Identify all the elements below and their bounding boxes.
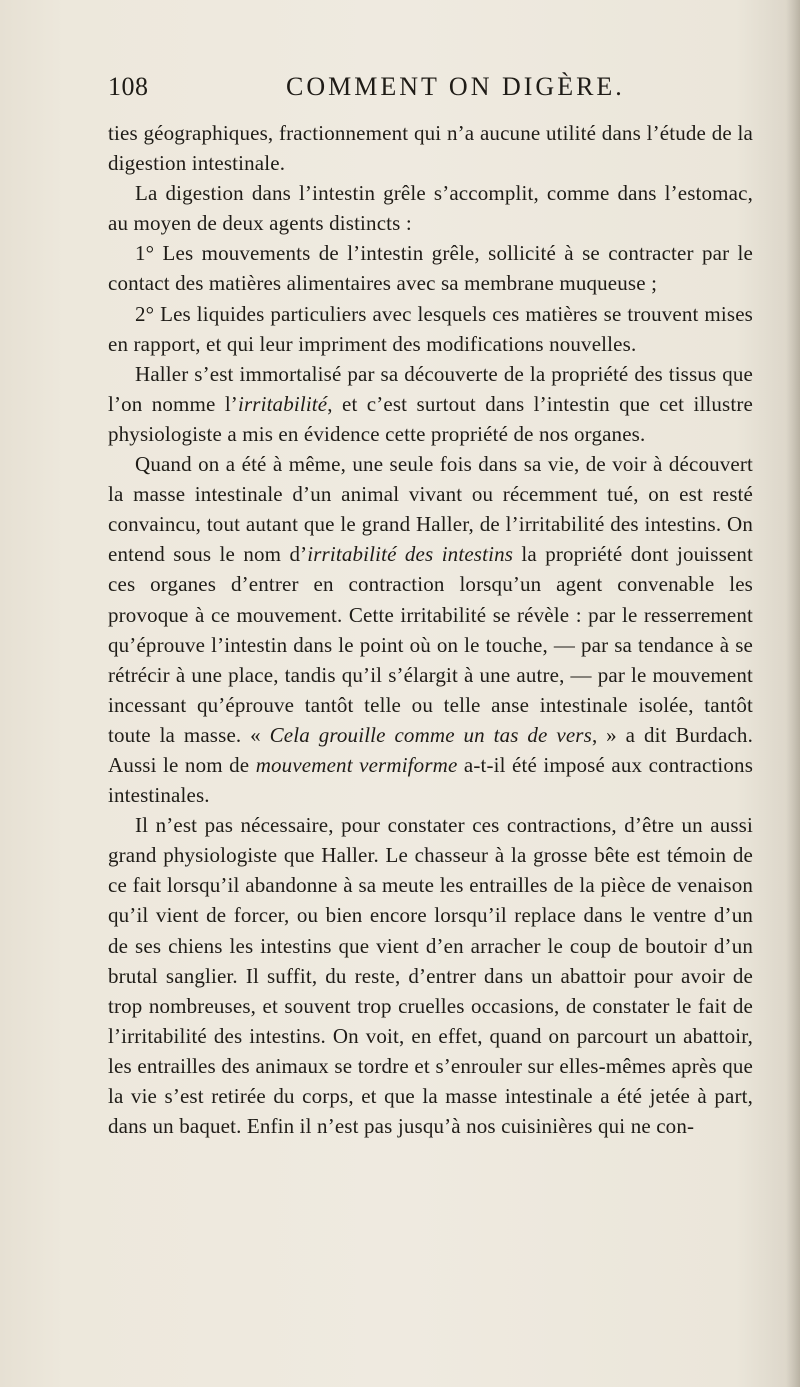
paragraph-7: Il n’est pas nécessaire, pour constater ces contractions, d’être un aussi grand physiologiste que Haller. Le chasseur à la grosse bête est témoin de ce fait lorsqu’il abandonne à sa meute les entrailles de la pièce de venaison qu’il vient de forcer, ou bien encore lorsqu’il replace dans le ventre d’un de ses chiens les intestins que vient d’en arracher le coup de boutoir d’un brutal sanglier. Il suffit, du reste, d’entrer dans un abattoir pour avoir de trop nombreuses, et souvent trop cruelles occasions, de constater le fait de l’irritabilité des intestins. On voit, en effet, quand on parcourt un abattoir, les entrailles des animaux se tordre et s’enrouler sur elles-mêmes après que la vie s’est retirée du corps, et que la masse intestinale a été jetée à part, dans un baquet. Enfin il n’est pas jusqu’à nos cuisinières qui ne con- [108, 813, 753, 1139]
page-number: 108 [108, 72, 149, 101]
paragraph-1: ties géographiques, fractionnement qui n’a aucune utilité dans l’étude de la digestion intestinale. [108, 121, 753, 176]
paragraph-6-italic-d: Cela grouille comme un tas de vers [269, 722, 592, 747]
page-edge-shadow [786, 0, 800, 1387]
paragraph-6 [108, 449, 753, 810]
paragraph-5-text-c: , et c’est surtout dans l’intestin que cet illustre physiologiste a mis en évidence cette propriété de nos organes. [108, 391, 753, 446]
paragraph-6-text-a: Quand on a été à même, une seule fois dans sa vie, de voir à découvert la masse intestinale d’un animal vivant ou récemment tué, on est resté convaincu, tout autant que le grand Haller, de l’irritabilité des intestins. On entend sous le nom d’ [108, 452, 753, 567]
paragraph-3: 1° Les mouvements de l’intestin grêle, sollicité à se contracter par le contact des matières alimentaires avec sa membrane muqueuse ; [108, 241, 753, 296]
paragraph-2: La digestion dans l’intestin grêle s’accomplit, comme dans l’estomac, au moyen de deux agents distincts : [108, 181, 753, 236]
paragraph-6-text-c: la propriété dont jouissent ces organes d’entrer en contraction lorsqu’un agent convenable les provoque à ce mouvement. Cette irritabilité se révèle : par le resserrement qu’éprouve l’intestin dans le point où on le touche, — par sa tendance à se rétrécir à une place, tandis qu’il s’élargit à une autre, — par le mouvement incessant qu’éprouve tantôt telle ou telle anse intestinale isolée, tantôt toute la masse. « [108, 542, 754, 747]
paragraph-6-italic-f: mouvement vermiforme [255, 752, 458, 777]
body-text [108, 118, 753, 1141]
paragraph-5-text-a: Haller s’est immortalisé par sa découverte de la propriété des tissus que l’on nomme l’ [108, 361, 753, 416]
paragraph-6-text-e: , » a dit Burdach. Aussi le nom de [108, 722, 753, 777]
paragraph-6-text-g: a-t-il été imposé aux contractions intestinales. [108, 752, 754, 808]
paragraph-6-italic-b: irritabilité des intestins [307, 542, 514, 567]
paragraph-4: 2° Les liquides particuliers avec lesquels ces matières se trouvent mises en rapport, et qui leur impriment des modifications nouvelles. [108, 301, 753, 356]
page-header [0, 72, 800, 112]
paragraph-5-italic: irritabilité [237, 391, 328, 416]
paragraph-5 [108, 359, 753, 449]
running-title: COMMENT ON DIGÈRE. [286, 72, 625, 101]
